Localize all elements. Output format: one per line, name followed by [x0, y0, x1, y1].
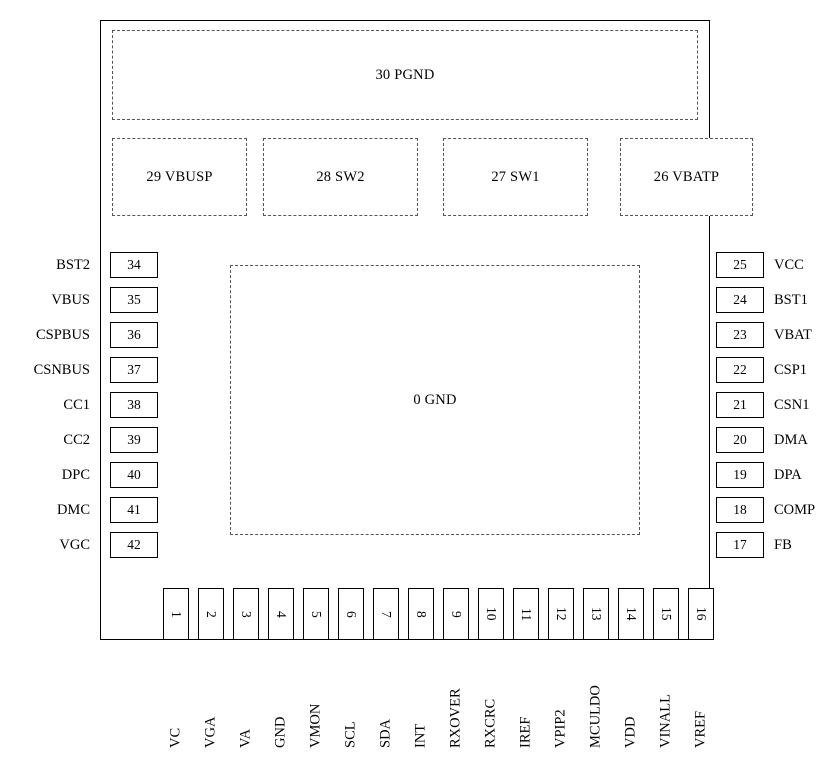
- pin-label-mculdo: MCULDO: [587, 685, 604, 748]
- pin-label-dpa: DPA: [774, 466, 802, 483]
- pin-label-rxover: RXOVER: [447, 688, 464, 748]
- pad-sw1: 27 SW1: [443, 138, 588, 216]
- pin-box-dpc[interactable]: 40: [110, 462, 158, 488]
- pin-label-vbat: VBAT: [774, 326, 812, 343]
- pin-box-vga[interactable]: 2: [198, 588, 224, 640]
- pin-box-gnd[interactable]: 4: [268, 588, 294, 640]
- pin-label-vpip2: VPIP2: [552, 709, 569, 748]
- pin-box-mculdo[interactable]: 13: [583, 588, 609, 640]
- pin-label-comp: COMP: [774, 501, 816, 518]
- pin-box-fb[interactable]: 17: [716, 532, 764, 558]
- pin-box-vdd[interactable]: 14: [618, 588, 644, 640]
- pin-box-csnbus[interactable]: 37: [110, 357, 158, 383]
- pin-label-dma: DMA: [774, 431, 808, 448]
- pin-label-vinall: VINALL: [657, 694, 674, 748]
- pin-box-dpa[interactable]: 19: [716, 462, 764, 488]
- pin-box-vbat[interactable]: 23: [716, 322, 764, 348]
- pin-label-cc1: CC1: [63, 396, 90, 413]
- pin-label-bst2: BST2: [56, 256, 90, 273]
- pin-box-sda[interactable]: 7: [373, 588, 399, 640]
- pin-box-rxover[interactable]: 9: [443, 588, 469, 640]
- pin-label-gnd: GND: [272, 716, 289, 748]
- pin-box-vref[interactable]: 16: [688, 588, 714, 640]
- pin-box-dmc[interactable]: 41: [110, 497, 158, 523]
- pin-label-vbus: VBUS: [51, 291, 90, 308]
- pin-label-sda: SDA: [377, 718, 394, 748]
- pad-vbusp: 29 VBUSP: [112, 138, 247, 216]
- pin-box-vinall[interactable]: 15: [653, 588, 679, 640]
- pin-box-vc[interactable]: 1: [163, 588, 189, 640]
- pin-box-comp[interactable]: 18: [716, 497, 764, 523]
- pin-box-bst2[interactable]: 34: [110, 252, 158, 278]
- pad-vbatp: 26 VBATP: [620, 138, 753, 216]
- pin-label-rxcrc: RXCRC: [482, 698, 499, 748]
- pin-box-vcc[interactable]: 25: [716, 252, 764, 278]
- pin-box-cspbus[interactable]: 36: [110, 322, 158, 348]
- pin-box-vgc[interactable]: 42: [110, 532, 158, 558]
- pin-label-bst1: BST1: [774, 291, 808, 308]
- pin-label-vga: VGA: [202, 716, 219, 748]
- pad-pgnd: 30 PGND: [112, 30, 698, 120]
- pin-label-csn1: CSN1: [774, 396, 810, 413]
- pin-box-cc2[interactable]: 39: [110, 427, 158, 453]
- pin-label-vcc: VCC: [774, 256, 804, 273]
- pin-label-iref: IREF: [517, 716, 534, 748]
- pin-label-vc: VC: [167, 727, 184, 748]
- pin-box-vmon[interactable]: 5: [303, 588, 329, 640]
- pin-label-int: INT: [412, 723, 429, 748]
- pin-label-va: VA: [237, 728, 254, 748]
- pin-box-cc1[interactable]: 38: [110, 392, 158, 418]
- pin-box-csp1[interactable]: 22: [716, 357, 764, 383]
- pin-box-bst1[interactable]: 24: [716, 287, 764, 313]
- pad-gnd: 0 GND: [230, 265, 640, 535]
- pad-sw2: 28 SW2: [263, 138, 418, 216]
- pin-box-csn1[interactable]: 21: [716, 392, 764, 418]
- pin-label-csnbus: CSNBUS: [33, 361, 90, 378]
- pin-label-vref: VREF: [692, 710, 709, 748]
- pin-box-iref[interactable]: 11: [513, 588, 539, 640]
- pin-label-cspbus: CSPBUS: [35, 326, 90, 343]
- pin-label-cc2: CC2: [63, 431, 90, 448]
- pin-label-csp1: CSP1: [774, 361, 808, 378]
- pin-box-vpip2[interactable]: 12: [548, 588, 574, 640]
- pin-box-rxcrc[interactable]: 10: [478, 588, 504, 640]
- pin-label-dmc: DMC: [56, 501, 90, 518]
- pin-box-dma[interactable]: 20: [716, 427, 764, 453]
- pin-box-scl[interactable]: 6: [338, 588, 364, 640]
- pin-label-vgc: VGC: [59, 536, 90, 553]
- pin-label-vdd: VDD: [622, 716, 639, 748]
- pin-label-fb: FB: [774, 536, 792, 553]
- pin-label-vmon: VMON: [307, 703, 324, 748]
- pin-box-va[interactable]: 3: [233, 588, 259, 640]
- pin-box-int[interactable]: 8: [408, 588, 434, 640]
- pin-label-dpc: DPC: [61, 466, 90, 483]
- pin-box-vbus[interactable]: 35: [110, 287, 158, 313]
- pin-label-scl: SCL: [342, 721, 359, 748]
